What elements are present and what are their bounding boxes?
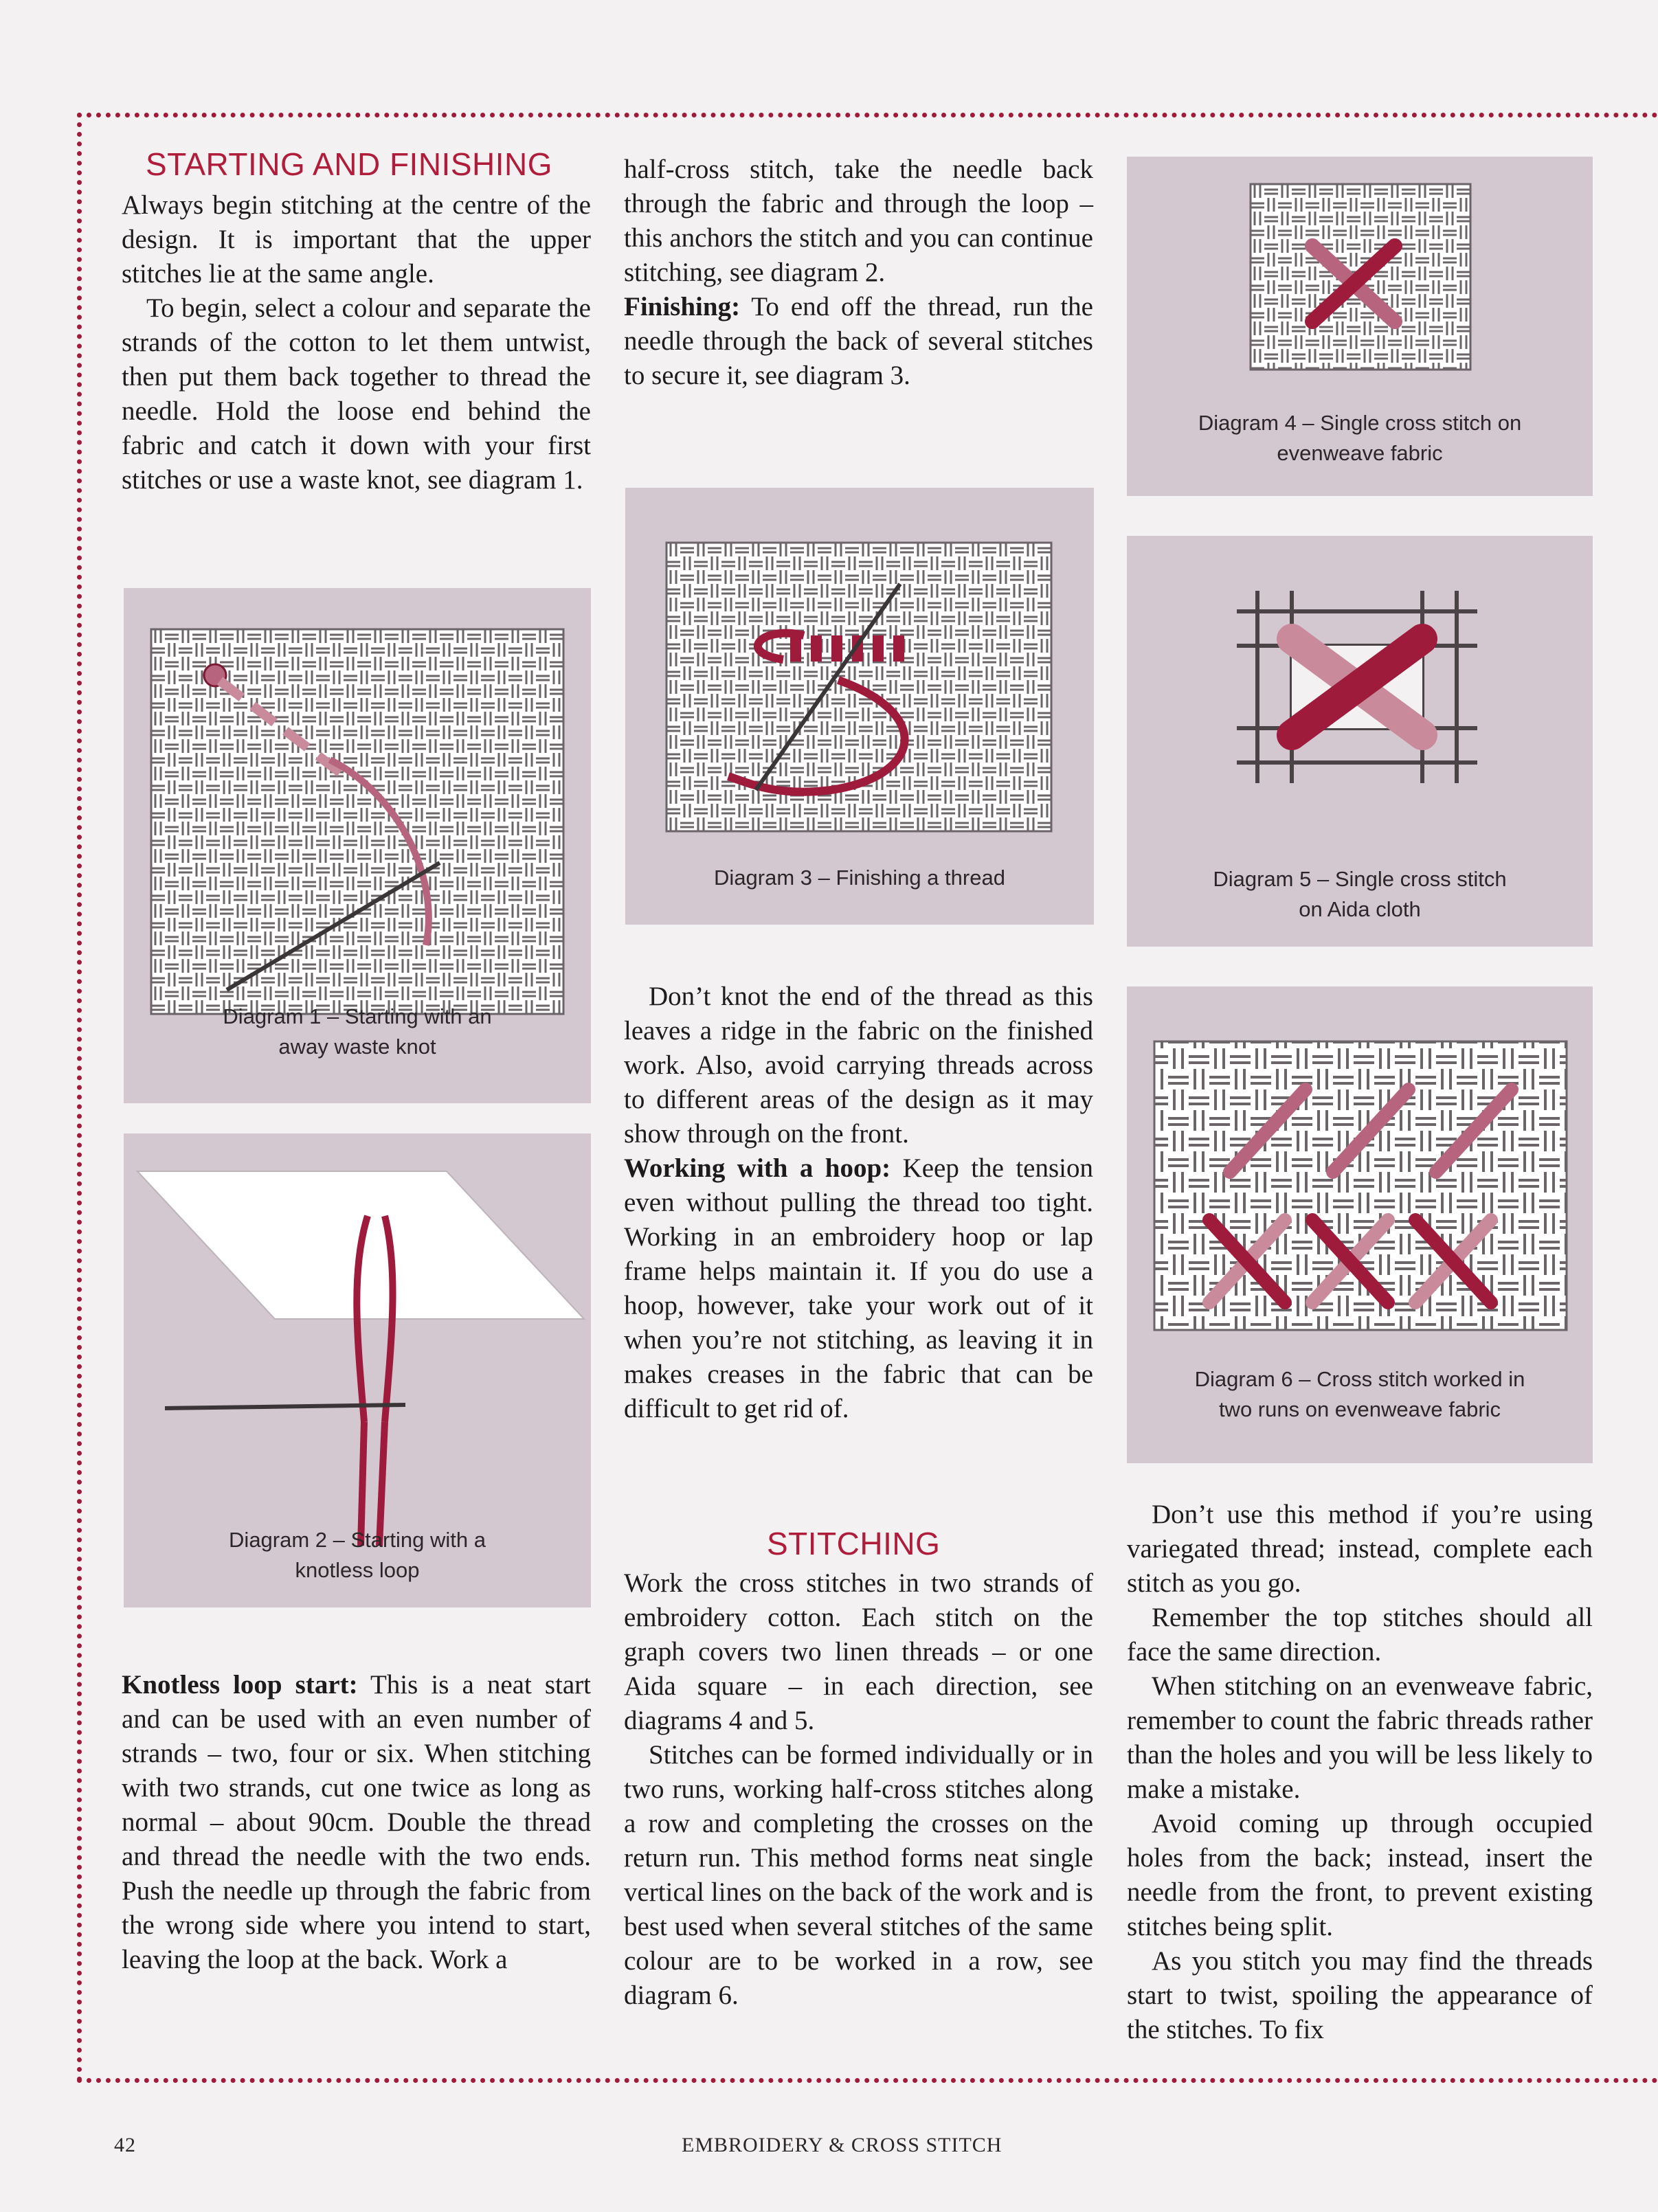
diagram-6 [1127,986,1593,1463]
paragraph-text: Keep the tension even without pulling the thread too tight. Working in an embroidery hoop or lap frame helps maintain it. If you do use a hoop, however, take your work out of it when you’re not stitching, as leaving it in makes creases in the fabric that can be difficult to get rid of. [624,1153,1094,1423]
paragraph: half-cross stitch, take the needle back through the fabric and through the loop – this anchors the stitch and you can continue stitching, see diagram 2. [624,155,1093,287]
caption-line: Diagram 3 – Finishing a thread [714,866,1005,890]
paragraph-text: To end off the thread, run the needle through the back of several stitches to secure it, see diagram 3. [624,292,1093,390]
paragraph: Work the cross stitches in two strands of embroidery cotton. Each stitch on the graph covers two linen threads – or one Aida square – in each direction, see diagrams 4 and 5. [624,1568,1093,1735]
paragraph: Always begin stitching at the centre of the design. It is important that the upper stitches lie at the same angle. [122,190,591,289]
paragraph: Don’t knot the end of the thread as this leaves a ridge in the fabric on the finished work. Also, avoid carrying threads across to different areas of the design as it may show through on the front. [624,982,1093,1149]
caption-line: two runs on evenweave fabric [1218,1397,1501,1421]
diagram-1 [124,588,591,1103]
paragraph: Avoid coming up through occupied holes from the back; instead, insert the needle from the front, to prevent existing stitches being split. [1127,1809,1593,1941]
paragraph-text: This is a neat start and can be used with an even number of strands – two, four or six. When stitching with two strands, cut one twice as long as normal – about 90cm. Double the thread and thread the needle with the two ends. Push the needle up through the fabric from the wrong side where you intend to start, leaving the loop at the back. Work a [122,1670,591,1974]
diagram-1-caption [124,1002,591,1062]
caption-line: knotless loop [295,1558,420,1582]
paragraph [122,1668,591,1977]
column-2-bottom [624,1566,1093,2013]
publication-title: EMBROIDERY & CROSS STITCH [682,2134,1002,2156]
diagram-5 [1127,536,1593,947]
column-1-bottom [122,1668,591,1977]
diagram-5-caption [1127,864,1593,925]
caption-line: Diagram 6 – Cross stitch worked in [1194,1367,1525,1391]
caption-line: Diagram 2 – Starting with a [229,1528,486,1552]
diagram-2-caption [124,1525,591,1585]
paragraph [624,1151,1093,1426]
caption-line: away waste knot [278,1035,436,1059]
column-1-top [122,188,591,497]
paragraph [624,290,1093,393]
caption-line: Diagram 5 – Single cross stitch [1213,867,1507,891]
paragraph: As you stitch you may find the threads start to twist, spoiling the appearance of the stitches. To fix [1127,1946,1593,2044]
caption-line: evenweave fabric [1277,441,1443,465]
diagram-3-illustration [625,488,1094,925]
diagram-2 [124,1133,591,1607]
caption-line: Diagram 4 – Single cross stitch on [1198,411,1522,435]
paragraph: Remember the top stitches should all face the same direction. [1127,1603,1593,1667]
paragraph: Don’t use this method if you’re using variegated thread; instead, complete each stitch as you go. [1127,1500,1593,1598]
paragraph: When stitching on an evenweave fabric, remember to count the fabric threads rather than the holes and you will be less likely to make a mistake. [1127,1671,1593,1804]
heading-starting-and-finishing: STARTING AND FINISHING [146,146,553,182]
diagram-3-caption [625,863,1094,893]
diagram-4 [1127,157,1593,496]
diagram-4-caption [1127,408,1593,469]
caption-line: on Aida cloth [1299,897,1421,921]
paragraph: Stitches can be formed individually or in two runs, working half-cross stitches along a row and completing the crosses on the return run. This method forms neat single vertical lines on the back of the work and is best used when several stitches of the same colour are to be worked in a row, see diagram 6. [624,1740,1093,2010]
diagram-6-caption [1127,1364,1593,1425]
column-2-top [624,153,1093,393]
heading-stitching: STITCHING [767,1526,941,1561]
column-3-bottom [1127,1498,1593,2047]
diagram-3 [625,488,1094,925]
page-number: 42 [114,2134,136,2156]
paragraph-label: Knotless loop start: [122,1670,358,1700]
paragraph: To begin, select a colour and separate the strands of the cotton to let them untwist, then put them back together to thread the needle. Hold the loose end behind the fabric and catch it down with your first stitches or use a waste knot, see diagram 1. [122,293,591,495]
paragraph-label: Finishing: [624,292,741,321]
column-2-middle [624,980,1093,1426]
paragraph-label: Working with a hoop: [624,1153,891,1183]
caption-line: Diagram 1 – Starting with an [223,1004,492,1028]
